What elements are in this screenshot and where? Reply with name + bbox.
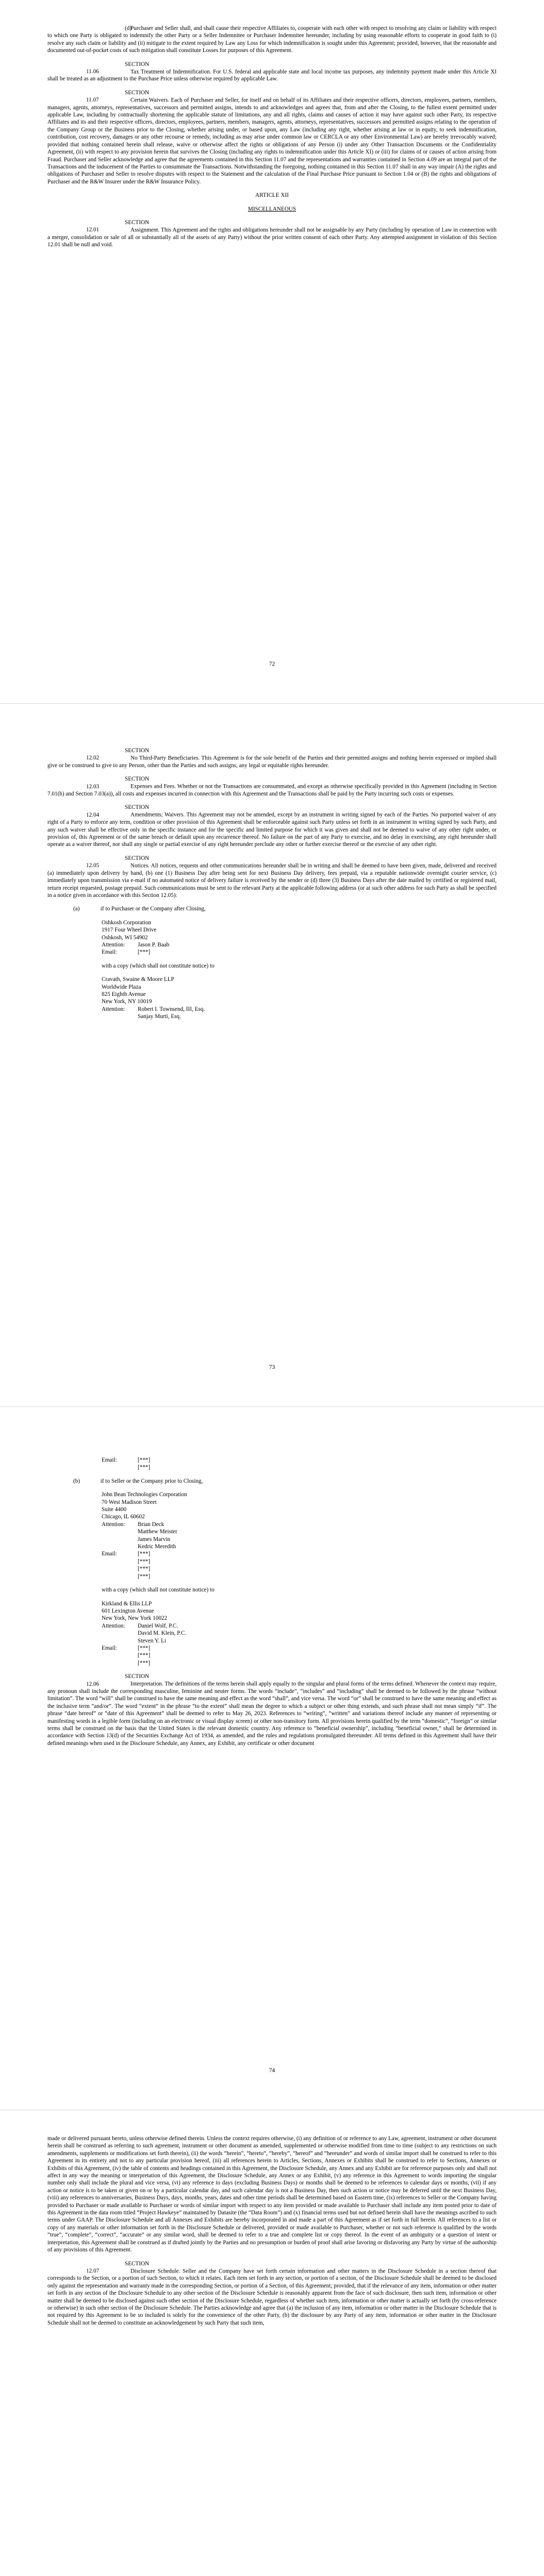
address-line: Suite 4400 [102,1506,127,1513]
email-continuation [102,1456,497,1471]
paragraph: SECTION 12.06 Interpretation. The definitions of the terms herein shall apply equally to the singular and plural forms of the terms defined. Whenever the context may require, any pronoun shall include the corresponding masculine, feminine and neuter forms. The words “include”, “includes” and “including” shall be deemed to be followed by the phrase “without limitation”. The word “will” shall be construed to have the same meaning and effect as the word “shall”, and vice versa. The word “or” shall be construed to have the same meaning and effect as the inclusive term “and/or”. The word “extent” in the phrase “to the extent” shall mean the degree to which a subject or other thing extends, and such phrase shall not mean simply “if”. The phrase “date hereof” or “date of this Agreement” shall be deemed to refer to May 26, 2023. References to “writing”, “written” and variations thereof include any manner of representing or manifesting words in a legible form (including on an electronic or visual display screen) or other non-transitory form. All provisions herein qualified by the term “domestic”, “foreign” or similar terms shall be construed on the basis that the United States is the relevant domestic country. Any reference to “beneficial ownership”, including “beneficial owner,” shall be determined in accordance with Section 13(d) of the Securities Exchange Act of 1934, as amended, and the rules and regulations promulgated thereunder. All terms defined in this Agreement shall have their defined meanings when used in the Disclosure Schedule, any Annex, any Exhibit, any certificate or other document [47,1673,497,1747]
paragraph: SECTION 12.01 Assignment. This Agreement and the rights and obligations hereunder shall not be assignable by any Party (including by operation of Law in connection with a merger, consolidation or sale of all or substantially all of the assets of any Party) without the prior written consent of each other Party. Any attempted assignment in violation of this Section 12.01 shall be null and void. [47,219,497,248]
address-line: Oshkosh, WI 54902 [102,934,148,941]
notice-label: (a) [73,906,80,912]
page-content [47,1432,497,1753]
notice-block-seller [73,1478,497,1485]
email-label: Email: [102,949,117,956]
section-number: SECTION 11.06 [86,61,150,75]
attention-name: James Marvin [138,1536,171,1543]
email-value: [***] [138,1573,151,1580]
page-number: 73 [269,1364,275,1370]
paragraph: SECTION 12.07 Disclosure Schedule. Seller and the Company have set forth certain information and other matters in the Disclosure Schedule in a section thereof that corresponds to the Section, or a portion of such Section, to which it relates. Each item set forth in any section, or portion of a section, of the Disclosure Schedule shall be deemed to be disclosed only against the representation and warranty made in the corresponding Section, or portion of a Section, of this Agreement; provided, that if the relevance of any item, information or other matter set forth in any section of the Disclosure Schedule to any other section of the Disclosure Schedule is reasonably apparent from the face of such disclosure, then such item, information or other matter shall be deemed to be disclosed against such other section of the Disclosure Schedule, regardless of whether such item, information or other matter is actually set forth (by cross-reference or otherwise) in such other section of the Disclosure Schedule. The Parties acknowledge and agree that (a) the inclusion of any item, information or other matter in the Disclosure Schedule that is not required by this Agreement to be so included is solely for the convenience of the other Party, (b) the disclosure by any Party of any item, information or other matter in the Disclosure Schedule shall not be deemed to constitute an acknowledgement by such Party that such item, [47,2260,497,2326]
email-value: [***] [138,1566,151,1572]
address-line: 70 West Madison Street [102,1499,157,1505]
notice-block-purchaser [73,905,497,912]
attention-label: Attention: [102,1622,125,1629]
paragraph: (d)Purchaser and Seller shall, and shall cause their respective Affiliates to, cooperate with each other with respect to resolving any claim or liability with respect to which one Party is obligated to indemnify the other Party or a Seller Indemnitee or Purchaser Indemnitee hereunder, including by using reasonable efforts to cooperate in good faith to (i) resolve any such claim or liability and (ii) mitigate to the extent required by Law any Loss for which indemnification is sought under this Agreement; provided, however, that the reasonable and documented out-of-pocket costs of such mitigation shall constitute Losses for purposes of this Agreement. [47,25,497,54]
email-value: [***] [138,949,151,956]
page-number: 74 [269,2067,275,2074]
attention-name: Jason P. Baab [138,941,170,948]
email-value: [***] [138,1659,151,1666]
address-line: 825 Eighth Avenue [102,991,146,997]
attention-name: Kedric Meredith [138,1544,176,1550]
address-line: New York, NY 10019 [102,998,152,1005]
attention-name: Sanjay Murti, Esq. [138,1013,181,1020]
address-line: 601 Lexington Avenue [102,1607,154,1614]
email-label: Email: [102,1457,117,1463]
paragraph: SECTION 12.04 Amendments; Waivers. This Agreement may not be amended, except by an instrument in writing signed by each of the Parties. No purported waiver of any right of a Party to enforce any term, condition or other provision of this Agreement shall be enforceable against such Party unless set forth in an instrument in writing signed by such Party, and any such waiver shall be effective only in the specific instance and for the specific and limited purpose for which it was given and shall not be deemed to waive of any other right under, or provision of, this Agreement or of the same breach or default upon any recurrence thereof. No failure on the part of any Party to exercise, and no delay in exercising, any right hereunder shall operate as a waiver thereof, nor shall any single or partial exercise of any right hereunder preclude any other or further exercise thereof or the exercise of any other right. [47,804,497,848]
email-label: Email: [102,1645,117,1651]
section-number: SECTION 12.05 [86,855,150,869]
page-content [47,25,497,255]
copy-address-block [102,1600,497,1667]
page-number: 72 [269,661,275,667]
email-value: [***] [138,1551,151,1557]
copy-intro: with a copy (which shall not constitute notice) to [102,962,215,969]
page-content [47,2135,497,2333]
address-block [102,919,497,956]
address-line: New York, New York 10022 [102,1615,168,1622]
section-number: SECTION 11.07 [86,89,150,104]
paragraph: made or delivered pursuant hereto, unless otherwise defined therein. Unless the context requires otherwise, (i) any definition of or reference to any Law, agreement, instrument or other document herein shall be construed as referring to such agreement, instrument or other document as amended, supplemented or otherwise modified from time to time (subject to any restrictions on such amendments, supplements or modifications set forth therein), (ii) the words “herein”, “hereto”, “hereby”, “hereof” and “hereunder” and words of similar import shall be construed to refer to this Agreement in its entirety and not to any particular provision hereof, (iii) all references herein to Articles, Sections, Annexes or Exhibits shall be construed to refer to Sections, Annexes or Exhibits of this Agreement, (iv) the table of contents and headings contained in this Agreement, the Disclosure Schedule, any Annex and any Exhibit are for reference purposes only and shall not affect in any way the meaning or interpretation of this Agreement, the Disclosure Schedule, any Annex or any Exhibit, (v) any reference in this Agreement to words importing the singular number only shall include the plural and vice versa, (vi) any reference to days (excluding Business Days) or months shall be deemed to be references to calendar days or months, (vii) if any action or notice is to be taken or given on or by a particular calendar day, and such calendar day is not a Business Day, then such action or notice may be deferred until the next Business Day, (viii) any references to anniversaries, Business Days, days, months, years, dates and other time periods shall be determined based on Eastern time, (ix) references to Seller or the Company having provided to Purchaser or made available to Purchaser or words of similar import with respect to any item provided or made available to Purchaser shall include any item posted prior to date of this Agreement in the data room titled “Project Hawkeye” maintained by Datasite (the “Data Room”) and (x) financial terms used but not defined herein shall have the meanings ascribed to such terms under GAAP. The Disclosure Schedule and all Annexes and Exhibits are hereby incorporated in and made a part of this Agreement as if set forth in full herein. All references to a list or copy of any materials or other information set forth in the Disclosure Schedule or delivered, provided or made available to Purchaser, whether or not such reference is qualified by the words “true”, “complete”, “correct”, “accurate” or any similar word, shall be deemed to refer to a true and complete list or copy thereof. In the event of an ambiguity or a question of intent or interpretation, this Agreement shall be construed as if drafted jointly by the Parties and no presumption or burden of proof shall arise favoring or disfavoring any Party by virtue of the authorship of any provisions of this Agreement. [47,2136,497,2253]
paragraph: SECTION 11.06 Tax Treatment of Indemnification. For U.S. federal and applicable state and local income tax purposes, any indemnity payment made under this Article XI shall be treated as an adjustment to the Purchase Price unless otherwise required by applicable Law. [47,61,497,82]
document-page [0,1406,544,2110]
notice-intro: if to Purchaser or the Company after Closing, [100,906,206,912]
attention-name: Brian Deck [138,1521,164,1528]
email-value: [***] [138,1645,151,1651]
page-content [47,728,497,1027]
notice-intro: if to Seller or the Company prior to Closing, [100,1478,203,1484]
article-subheading: MISCELLANEOUS [248,206,296,212]
document-page [0,0,544,703]
attention-name: David M. Klein, P.C. [138,1630,187,1637]
notice-label: (b) [73,1478,80,1484]
article-heading: ARTICLE XII [255,192,289,199]
address-line: Cravath, Swaine & Moore LLP [102,976,174,983]
address-line: 1917 Four Wheel Drive [102,927,157,934]
address-line: John Bean Technologies Corporation [102,1492,187,1498]
attention-name: Daniel Wolf, P.C. [138,1622,178,1629]
email-value: [***] [138,1464,151,1471]
section-number: SECTION 12.02 [86,748,150,761]
email-label: Email: [102,1551,117,1557]
document-page [0,703,544,1406]
address-line: Oshkosh Corporation [102,919,152,926]
section-number: (d) [125,25,132,31]
section-number: SECTION 12.06 [86,1673,150,1687]
address-line: Chicago, IL 60602 [102,1514,145,1520]
document-page [0,2110,544,2576]
paragraph: SECTION 12.05 Notices. All notices, requests and other communications hereunder shall be in writing and shall be deemed to have been given, made, delivered and received (a) immediately upon delivery by hand, (b) one (1) Business Day after being sent for next Business Day delivery, fees prepaid, via a reputable nationwide overnight courier service, (c) immediately upon transmission via e-mail if no automated notice of delivery failure is received by the sender or (d) three (3) Business Days after the date mailed by certified or registered mail, return receipt requested, postage prepaid. Such communications must be sent to the relevant Party at the applicable following address (or at such other address for such Party as shall be specified in a notice given in accordance with this Section 12.05): [47,855,497,899]
attention-name: Robert I. Townsend, III, Esq. [138,1006,205,1012]
email-value: [***] [138,1558,151,1565]
email-value: [***] [138,1457,151,1463]
attention-label: Attention: [102,1521,125,1528]
attention-label: Attention: [102,1006,125,1012]
address-line: Kirkland & Ellis LLP [102,1600,152,1607]
paragraph: SECTION 11.07 Certain Waivers. Each of Purchaser and Seller, for itself and on behalf of its Affiliates and their respective officers, directors, employees, partners, members, managers, agents, attorneys, representatives, successors and permitted assigns, intends to and acknowledges and agrees that, from and after the Closing, to the fullest extent permitted under applicable Law, including by contractually shortening the applicable statute of limitations, any and all rights, claims and causes of action it may have against such other Party, its respective Affiliates and its and their respective officers, directors, employees, partners, members, managers, agents, attorneys, representatives, successors and permitted assigns relating to the operation of the Company Group or the Business prior to the Closing, whether arising under, or based upon, any Law (including any right, whether arising at law or in equity, to seek indemnification, contribution, cost recovery, damages or any other recourse or remedy, including as may arise under common law or CERCLA or any other Environmental Law) are hereby irrevocably waived; provided that nothing contained herein shall release, waive or otherwise affect the rights or obligations of any Person (i) under any Other Transaction Documents or the Confidentiality Agreement, (ii) with respect to any provision herein that survives the Closing (including any rights to indemnification under this Article XI) or (iii) for claims of or causes of action arising from Fraud. Purchaser and Seller acknowledge and agree that the agreements contained in this Section 11.07 and the representations and warranties contained in Section 4.09 are an integral part of the Transactions and the inducement of the Parties to consummate the Transactions. Notwithstanding the foregoing, nothing contained in this Section 11.07 shall in any way impair (A) the rights and obligations of Purchaser and Seller to resolve disputes with respect to the Statement and the calculation of the Final Purchase Price pursuant to Section 1.04 or (B) the rights and obligations of Purchaser and the R&W Insurer under the R&W Insurance Policy. [47,89,497,185]
section-number: SECTION 12.01 [86,219,150,233]
section-number: SECTION 12.07 [86,2260,150,2274]
email-value: [***] [138,1652,151,1659]
section-number: SECTION 12.04 [86,804,150,818]
address-line: Worldwide Plaza [102,984,141,990]
attention-name: Matthew Meister [138,1529,177,1535]
attention-label: Attention: [102,941,125,948]
attention-name: Steven Y. Li [138,1637,167,1644]
copy-address-block [102,976,497,1020]
paragraph: SECTION 12.03 Expenses and Fees. Whether or not the Transactions are consummated, and except as otherwise specifically provided in this Agreement (including in Section 7.01(h) and Section 7.03(a)), all costs and expenses incurred in connection with this Agreement and the Transactions shall be paid by the Party incurring such costs or expenses. [47,776,497,798]
paragraph: SECTION 12.02 No Third-Party Beneficiaries. This Agreement is for the sole benefit of the Parties and their permitted assigns and nothing herein expressed or implied shall give or be construed to give to any Person, other than the Parties and such assigns, any legal or equitable rights hereunder. [47,748,497,769]
address-block [102,1491,497,1580]
copy-intro: with a copy (which shall not constitute notice) to [102,1587,215,1594]
section-number: SECTION 12.03 [86,776,150,790]
